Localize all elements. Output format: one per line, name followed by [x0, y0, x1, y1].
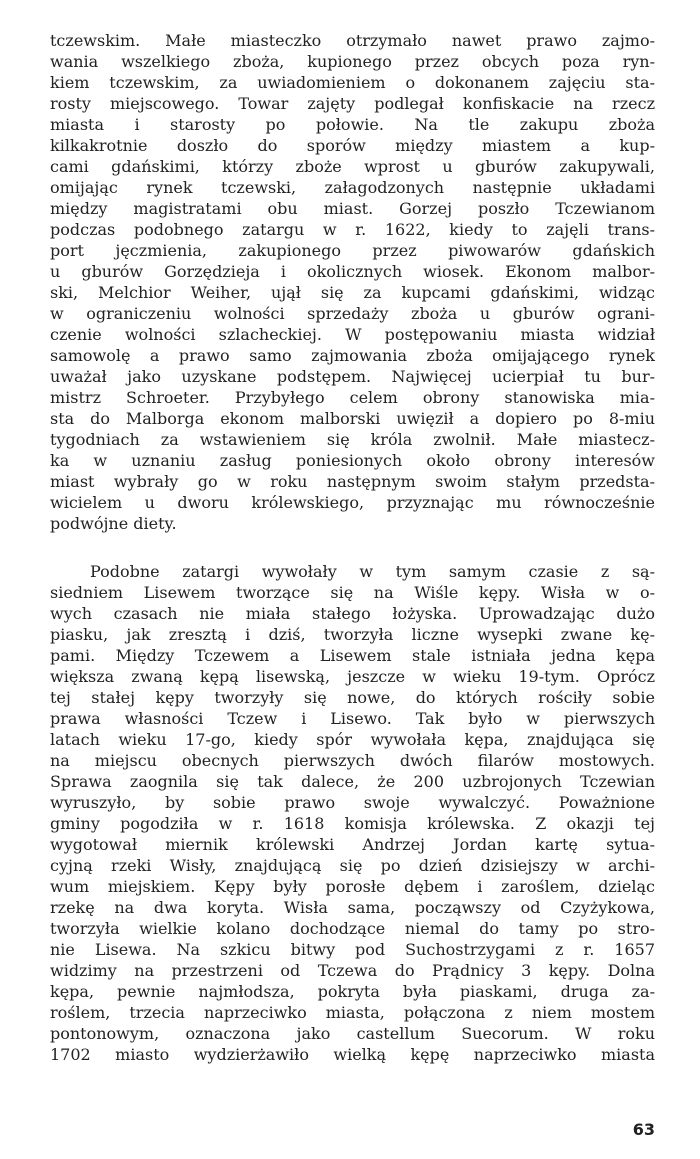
text-line: omijając rynek tczewski, załagodzonych następnie układami: [50, 178, 655, 197]
text-line: kiem tczewskim, za uwiadomieniem o dokonanem zajęciu sta-: [50, 73, 655, 92]
text-line: tczewskim. Małe miasteczko otrzymało nawet prawo zajmo-: [50, 31, 655, 50]
page-number: 63: [632, 1120, 655, 1139]
text-line: wyruszyło, by sobie prawo swoje wywalczyć. Poważnione: [50, 793, 655, 812]
text-line: gminy pogodziła w r. 1618 komisja królewska. Z okazji tej: [50, 814, 655, 833]
paragraph-1: [50, 30, 655, 534]
text-line: wania wszelkiego zboża, kupionego przez obcych poza ryn-: [50, 52, 655, 71]
text-line: miasta i starosty po połowie. Na tle zakupu zboża: [50, 115, 655, 134]
text-line: między magistratami obu miast. Gorzej poszło Tczewianom: [50, 199, 655, 218]
text-line: nie Lisewa. Na szkicu bitwy pod Suchostrzygami z r. 1657: [50, 940, 655, 959]
text-line: port jęczmienia, zakupionego przez piwowarów gdańskich: [50, 241, 655, 260]
text-line: czenie wolności szlacheckiej. W postępowaniu miasta widział: [50, 325, 655, 344]
text-line: kępa, pewnie najmłodsza, pokryta była piaskami, druga za-: [50, 982, 655, 1001]
text-line: latach wieku 17-go, kiedy spór wywołała kępa, znajdująca się: [50, 730, 655, 749]
text-line: mistrz Schroeter. Przybyłego celem obrony stanowiska mia-: [50, 388, 655, 407]
text-line: w ograniczeniu wolności sprzedaży zboża u gburów ograni-: [50, 304, 655, 323]
text-line: Sprawa zaognila się tak dalece, że 200 uzbrojonych Tczewian: [50, 772, 655, 791]
text-line: pami. Między Tczewem a Lisewem stale istniała jedna kępa: [50, 646, 655, 665]
text-line: cyjną rzeki Wisły, znajdującą się po dzień dzisiejszy w archi-: [50, 856, 655, 875]
text-line: Podobne zatargi wywołały w tym samym czasie z są-: [90, 562, 655, 581]
text-line: tygodniach za wstawieniem się króla zwolnił. Małe miastecz-: [50, 430, 655, 449]
text-line: wych czasach nie miała stałego łożyska. Uprowadzając dużo: [50, 604, 655, 623]
text-line: kilkakrotnie doszło do sporów między miastem a kup-: [50, 136, 655, 155]
text-line: uważał jako uzyskane podstępem. Najwięcej ucierpiał tu bur-: [50, 367, 655, 386]
text-line: tej stałej kępy tworzyły się nowe, do których rościły sobie: [50, 688, 655, 707]
text-line: podwójne diety.: [50, 514, 177, 533]
text-line: wicielem u dworu królewskiego, przyznając mu równocześnie: [50, 493, 655, 512]
text-line: wygotował miernik królewski Andrzej Jordan kartę sytua-: [50, 835, 655, 854]
text-line: piasku, jak zresztą i dziś, tworzyła liczne wysepki zwane kę-: [50, 625, 655, 644]
text-line: wum miejskiem. Kępy były porosłe dębem i zaroślem, dzieląc: [50, 877, 655, 896]
text-line: rosty miejscowego. Towar zajęty podlegał konfiskacie na rzecz: [50, 94, 655, 113]
text-line: ski, Melchior Weiher, ujął się za kupcami gdańskimi, widząc: [50, 283, 655, 302]
text-line: pontonowym, oznaczona jako castellum Suecorum. W roku: [50, 1024, 655, 1043]
text-line: 1702 miasto wydzierżawiło wielką kępę naprzeciwko miasta: [50, 1045, 655, 1064]
text-line: tworzyła wielkie kolano dochodzące niemal do tamy po stro-: [50, 919, 655, 938]
text-line: na miejscu obecnych pierwszych dwóch filarów mostowych.: [50, 751, 655, 770]
text-line: miast wybrały go w roku następnym swoim stałym przedsta-: [50, 472, 655, 491]
text-line: sta do Malborga ekonom malborski uwięził a dopiero po 8-miu: [50, 409, 655, 428]
text-line: prawa własności Tczew i Lisewo. Tak było w pierwszych: [50, 709, 655, 728]
paragraph-gap: [50, 534, 655, 561]
text-line: większa zwaną kępą lisewską, jeszcze w wieku 19-tym. Oprócz: [50, 667, 655, 686]
text-line: ka w uznaniu zasług poniesionych około obrony interesów: [50, 451, 655, 470]
paragraph-2: [50, 561, 655, 1065]
text-line: podczas podobnego zatargu w r. 1622, kiedy to zajęli trans-: [50, 220, 655, 239]
text-line: rzekę na dwa koryta. Wisła sama, począwszy od Czyżykowa,: [50, 898, 655, 917]
text-line: samowolę a prawo samo zajmowania zboża omijającego rynek: [50, 346, 655, 365]
text-line: roślem, trzecia naprzeciwko miasta, połączona z niem mostem: [50, 1003, 655, 1022]
text-line: siedniem Lisewem tworzące się na Wiśle kępy. Wisła w o-: [50, 583, 655, 602]
page-text: [50, 30, 655, 1065]
text-line: widzimy na przestrzeni od Tczewa do Prądnicy 3 kępy. Dolna: [50, 961, 655, 980]
text-line: cami gdańskimi, którzy zboże wprost u gburów zakupywali,: [50, 157, 655, 176]
text-line: u gburów Gorzędzieja i okolicznych wiosek. Ekonom malbor-: [50, 262, 655, 281]
